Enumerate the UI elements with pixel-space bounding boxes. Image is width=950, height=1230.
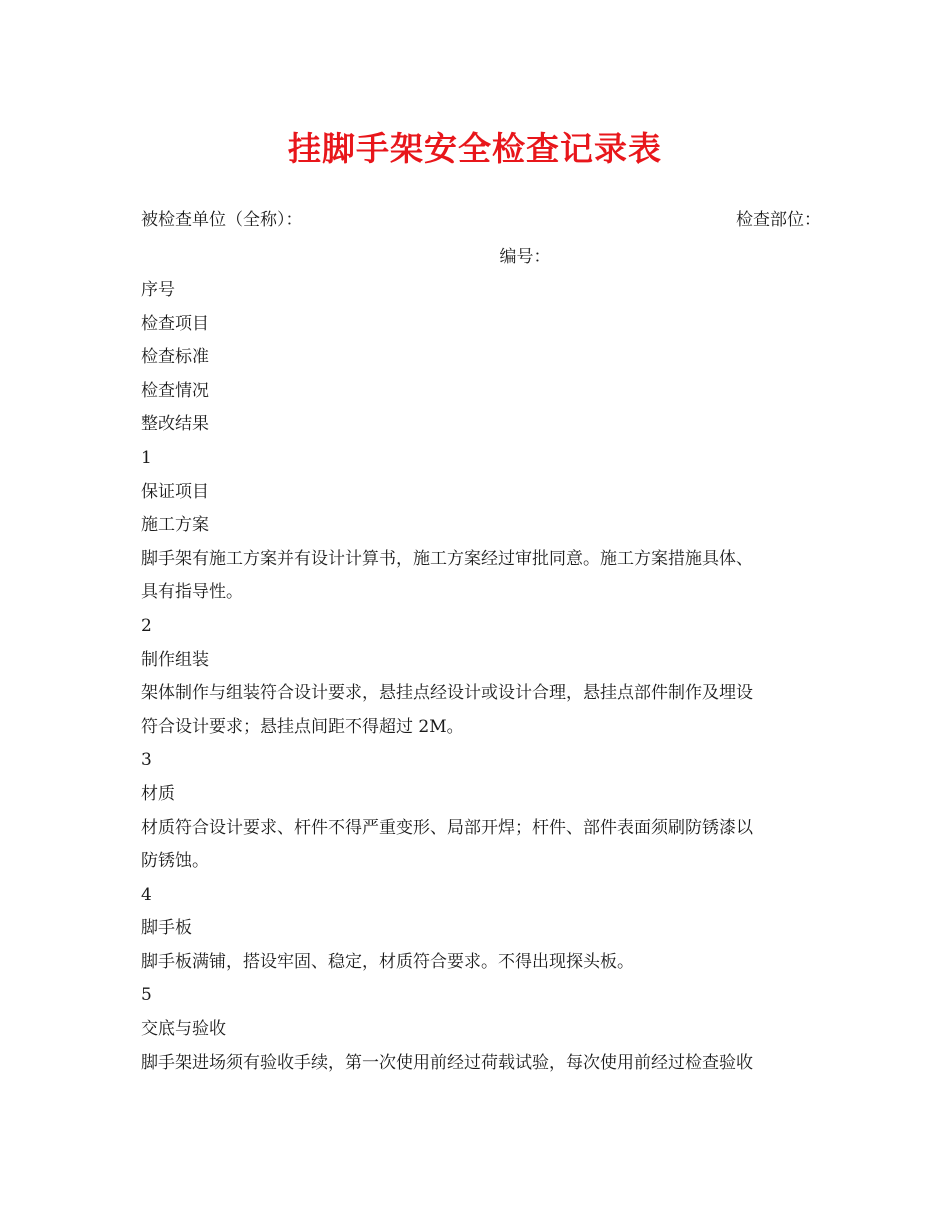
document-body [141,274,821,1080]
item-name: 脚手板 [141,918,192,939]
document-title: 挂脚手架安全检查记录表 [288,129,662,168]
item-number: 4 [141,884,152,905]
item-standard-text: 架体制作与组装符合设计要求，悬挂点经设计或设计合理，悬挂点部件制作及埋设 [141,683,753,704]
serial-number-label: 编号： [499,247,551,267]
inspection-location-label: 检查部位： [736,210,821,230]
column-header-standard: 检查标准 [141,347,209,368]
item-number: 2 [141,615,152,636]
item-standard-text: 脚手架有施工方案并有设计计算书，施工方案经过审批同意。施工方案措施具体、 [141,548,753,569]
column-header-seq: 序号 [141,280,175,300]
item-standard-text: 防锈蚀。 [141,851,209,872]
column-header-status: 检查情况 [141,380,209,401]
item-standard-text: 脚手板满铺，搭设牢固、稳定，材质符合要求。不得出现探头板。 [141,951,634,972]
item-number: 3 [141,750,152,771]
item-standard-text: 符合设计要求；悬挂点间距不得超过 2M。 [141,716,464,737]
item-name: 交底与验收 [141,1019,226,1040]
item-name: 制作组装 [141,649,209,670]
item-standard-text: 具有指导性。 [141,582,243,603]
inspected-unit-label: 被检查单位（全称）： [141,210,303,230]
column-header-result: 整改结果 [141,414,209,435]
item-name: 材质 [141,783,175,804]
item-number: 5 [141,985,152,1006]
item-number: 1 [141,447,152,468]
header-meta-row [141,203,821,237]
column-header-item: 检查项目 [141,313,209,334]
item-name: 施工方案 [141,515,209,536]
item-standard-text: 脚手架进场须有验收手续，第一次使用前经过荷载试验，每次使用前经过检查验收 [141,1052,753,1073]
item-standard-text: 材质符合设计要求、杆件不得严重变形、局部开焊；杆件、部件表面须刷防锈漆以 [141,817,753,838]
item-category: 保证项目 [141,481,209,502]
